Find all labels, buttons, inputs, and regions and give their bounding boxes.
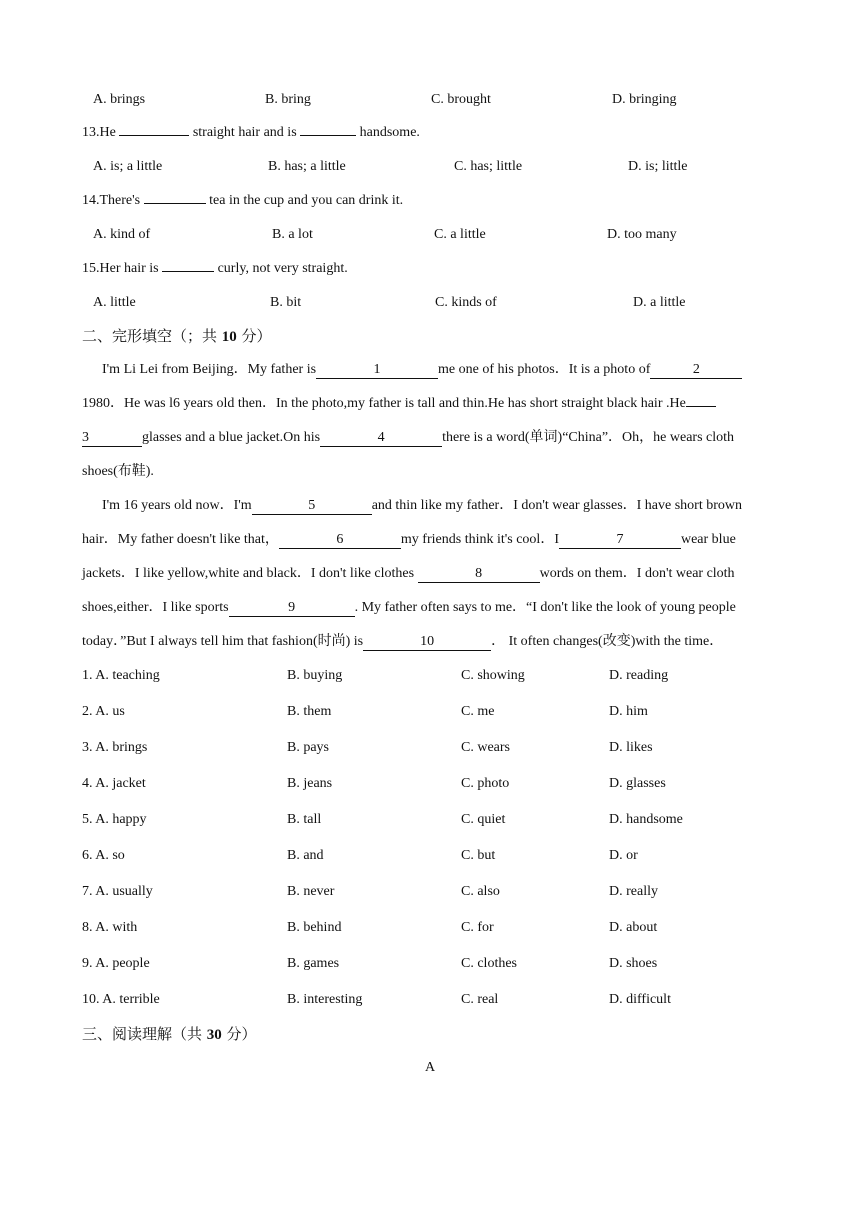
question-13: 13.He straight hair and is handsome. xyxy=(82,125,420,140)
option-c: C. kinds of xyxy=(435,295,497,310)
cloze-options-row: 2. A. us B. them C. me D. him xyxy=(82,704,648,719)
blank xyxy=(300,135,356,136)
option-b: B. bring xyxy=(265,92,311,107)
cloze-options-row: 9. A. people B. games C. clothes D. shoes xyxy=(82,956,658,971)
option-c: C. a little xyxy=(434,227,486,242)
cloze-options-row: 10. A. terrible B. interesting C. real D. difficult xyxy=(82,992,671,1007)
cloze-options-row: 8. A. with B. behind C. for D. about xyxy=(82,920,658,935)
option-a: A. kind of xyxy=(93,227,151,242)
blank-8: 8 xyxy=(418,566,540,583)
passage-line: hair．My father doesn't like that， 6 my friends think it's cool．I 7 wear blue xyxy=(82,532,736,547)
blank-9: 9 xyxy=(229,600,355,617)
passage-line: shoes,either．I like sports 9 . My father often says to me．“I don't like the look of young people xyxy=(82,600,736,615)
option-b: B. has; a little xyxy=(268,159,346,174)
blank-3: 3 xyxy=(82,430,142,447)
blank-7: 7 xyxy=(559,532,681,549)
cloze-options-row: 3. A. brings B. pays C. wears D. likes xyxy=(82,740,653,755)
question-15: 15.Her hair is curly, not very straight. xyxy=(82,261,348,276)
cloze-options-row: 5. A. happy B. tall C. quiet D. handsome xyxy=(82,812,683,827)
blank-10: 10 xyxy=(363,634,491,651)
option-a: A. little xyxy=(93,295,136,310)
blank xyxy=(144,203,206,204)
blank xyxy=(686,406,716,407)
option-d: D. too many xyxy=(607,227,677,242)
passage-line: I'm 16 years old now．I'm 5 and thin like my father．I don't wear glasses．I have short brown xyxy=(102,498,743,513)
passage-line: 1980．He was l6 years old then．In the photo,my father is tall and thin.He has short straight black hair .He xyxy=(82,394,779,414)
blank xyxy=(162,271,214,272)
q15-options xyxy=(0,293,860,313)
option-d: D. a little xyxy=(633,295,686,310)
cloze-options-row: 4. A. jacket B. jeans C. photo D. glasses xyxy=(82,776,666,791)
option-a: A. is; a little xyxy=(93,159,163,174)
passage-line: I'm Li Lei from Beijing．My father is 1 me one of his photos．It is a photo of 2 xyxy=(82,360,779,380)
cloze-options-row: 1. A. teaching B. buying C. showing D. reading xyxy=(82,668,669,683)
passage-line: jackets．I like yellow,white and black．I don't like clothes 8 words on them．I don't wear cloth xyxy=(82,566,735,581)
blank-2: 2 xyxy=(650,362,742,379)
cloze-options-row: 7. A. usually B. never C. also D. really xyxy=(82,884,658,899)
cloze-options-row: 6. A. so B. and C. but D. or xyxy=(82,848,638,863)
passage-line: shoes(布鞋). xyxy=(82,464,154,479)
section-2-heading: 二、完形填空（；共 10 分） xyxy=(82,327,272,345)
option-d: D. bringing xyxy=(612,92,677,107)
q13-options xyxy=(0,157,860,177)
question-14: 14.There's tea in the cup and you can drink it. xyxy=(82,193,404,208)
passage-label: A xyxy=(424,1060,436,1075)
option-b: B. bit xyxy=(270,295,302,310)
passage-line: 3 glasses and a blue jacket.On his 4 there is a word(单词)“China”．Oh，he wears cloth xyxy=(82,430,735,445)
q12-options xyxy=(0,90,860,110)
option-a: A. brings xyxy=(93,92,146,107)
q14-options xyxy=(0,225,860,245)
blank-1: 1 xyxy=(316,362,438,379)
blank-6: 6 xyxy=(279,532,401,549)
blank-4: 4 xyxy=(320,430,442,447)
option-c: C. has; little xyxy=(454,159,523,174)
passage-line: today．”But I always tell him that fashion(时尚) is 10 ． It often changes(改变)with the time． xyxy=(82,634,724,649)
option-c: C. brought xyxy=(431,92,491,107)
option-b: B. a lot xyxy=(272,227,313,242)
section-3-heading: 三、阅读理解（共 30 分） xyxy=(82,1025,257,1043)
option-d: D. is; little xyxy=(628,159,688,174)
blank-5: 5 xyxy=(252,498,372,515)
blank xyxy=(119,135,189,136)
